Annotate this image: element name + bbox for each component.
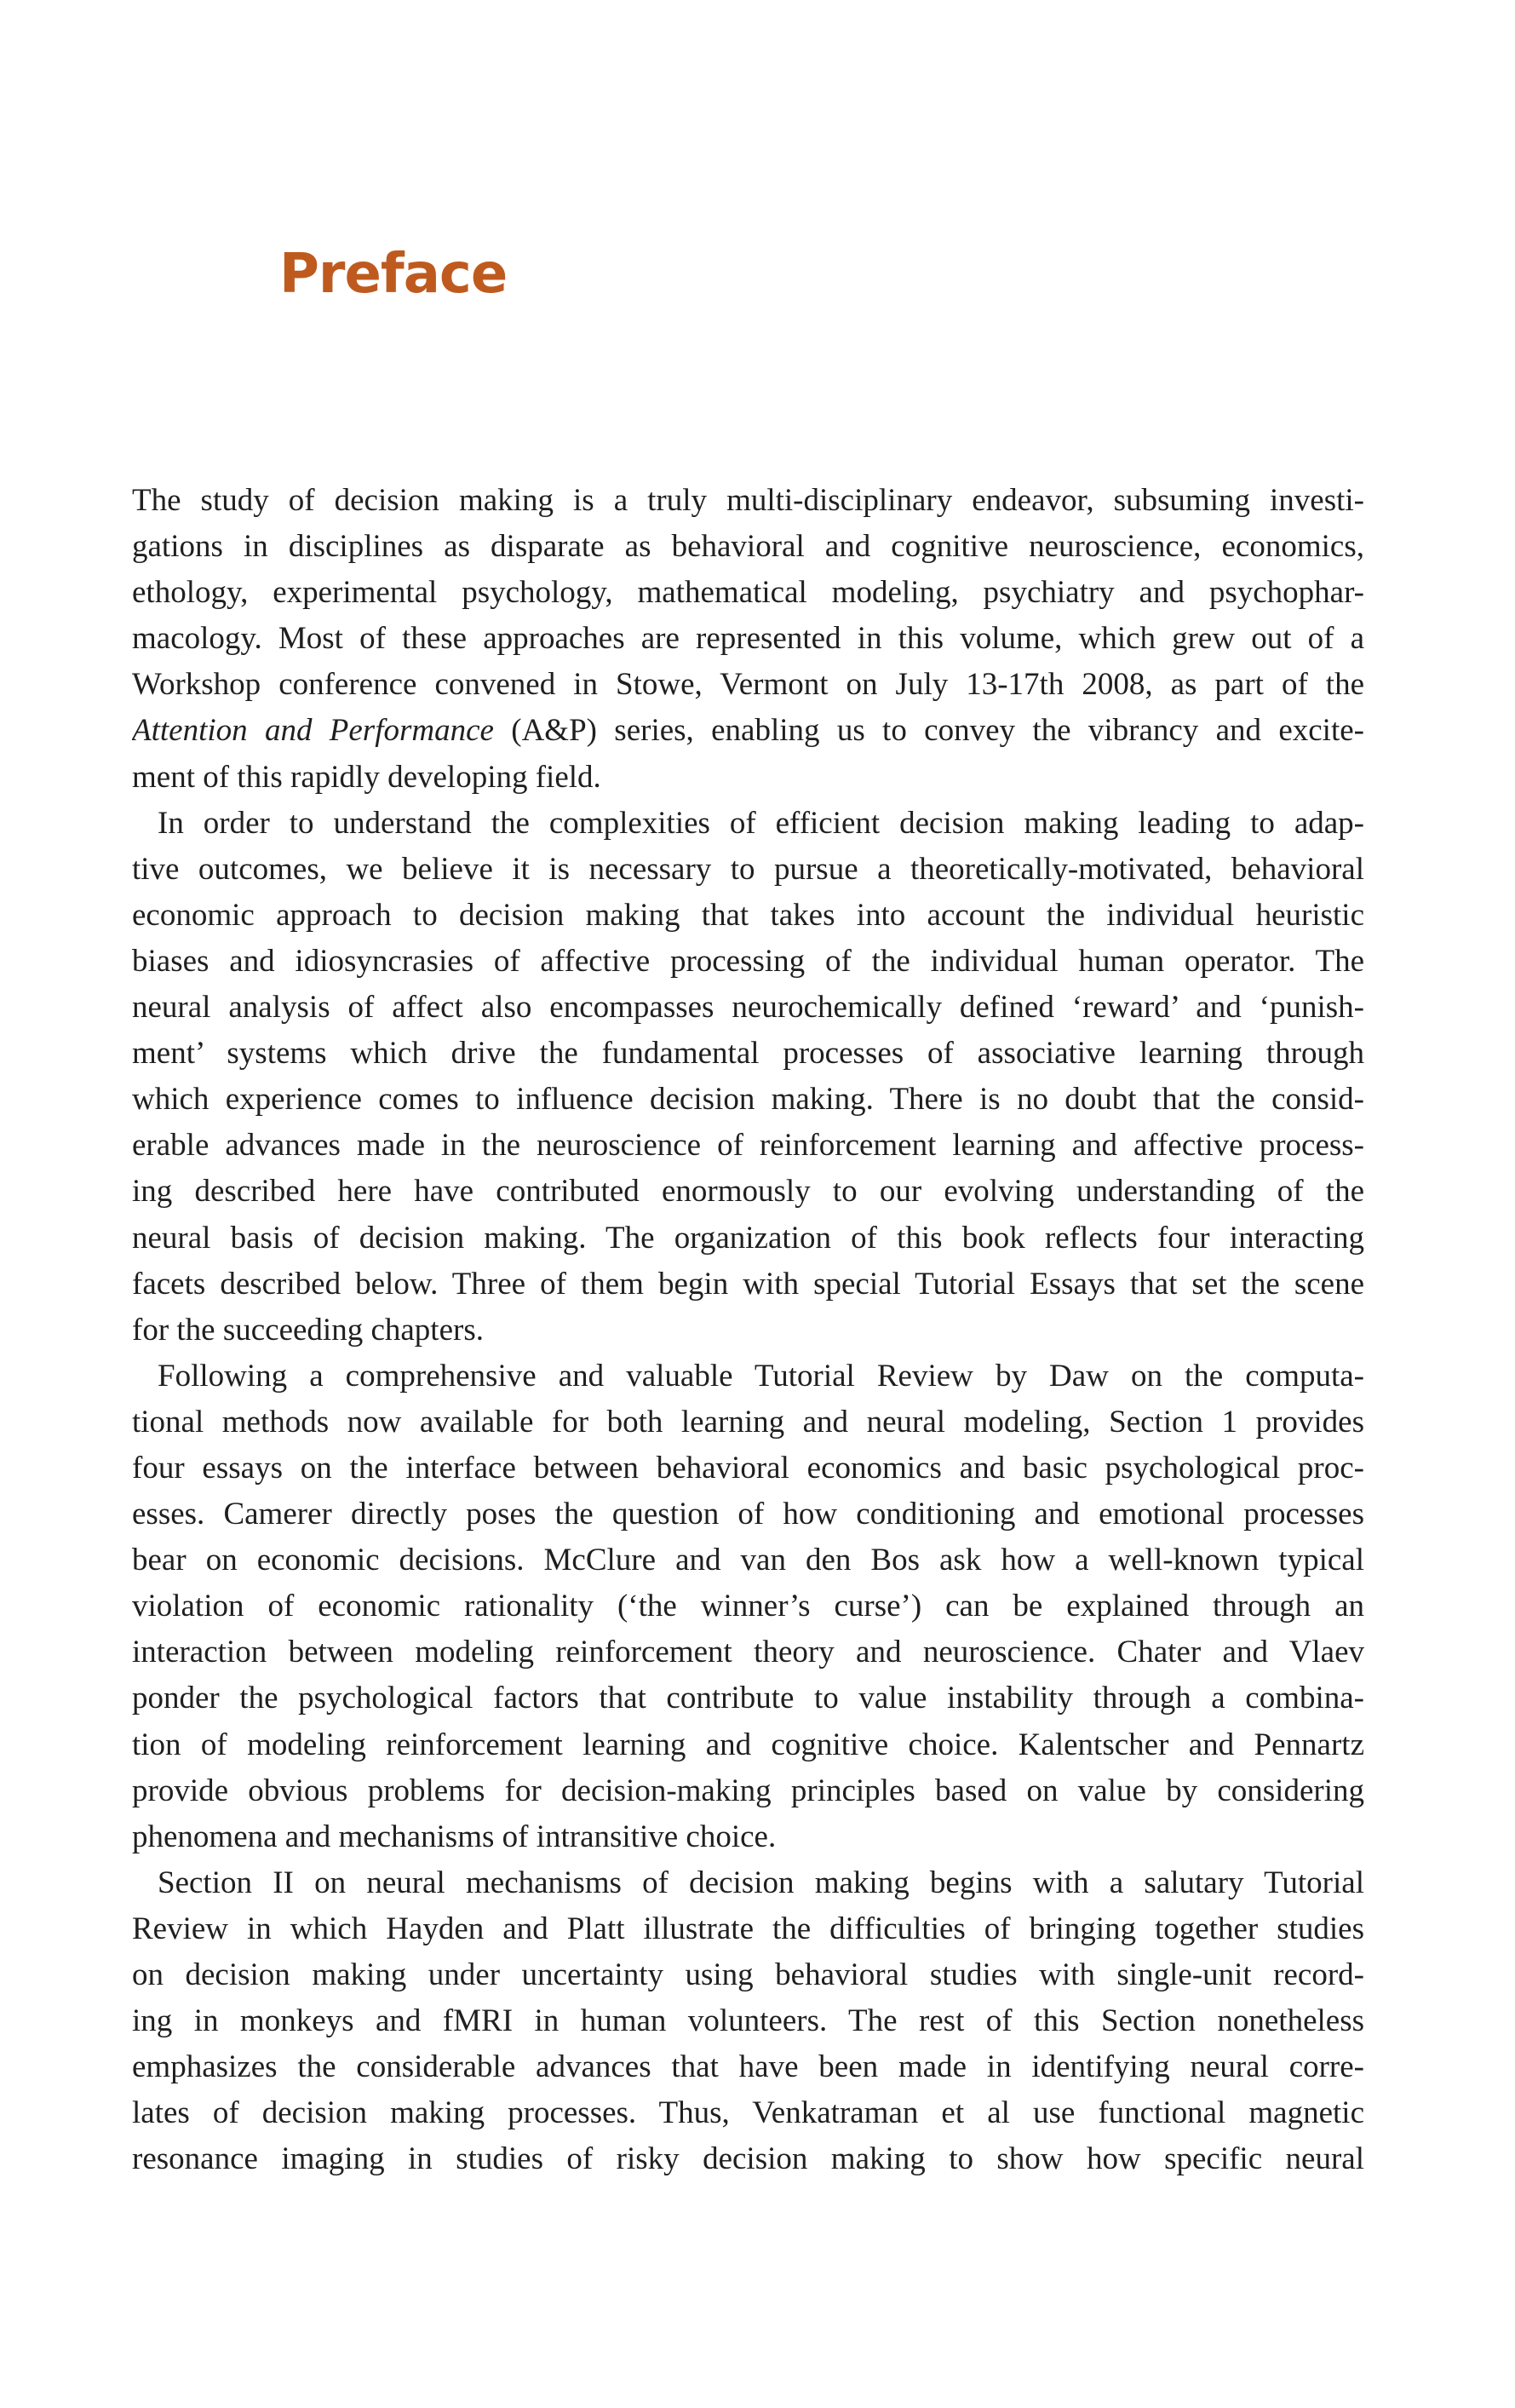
- text-line: [132, 1583, 1364, 1629]
- line-text: provide obvious problems for decision-making principles based on value by considering: [132, 1773, 1364, 1808]
- paragraph: [132, 801, 1364, 1353]
- line-text: biases and idiosyncrasies of affective processing of the individual human operator. The: [132, 943, 1364, 979]
- text-line: [132, 478, 1364, 524]
- line-text: (A&P) series, enabling us to convey the vibrancy and excite-: [493, 713, 1364, 749]
- text-line: [132, 1031, 1364, 1077]
- chapter-title: Preface: [279, 243, 508, 306]
- text-line: [132, 524, 1364, 570]
- line-text: erable advances made in the neuroscience of reinforcement learning and affective process-: [132, 1128, 1364, 1164]
- text-line: [132, 616, 1364, 662]
- text-line: [132, 1445, 1364, 1491]
- line-text: The study of decision making is a truly multi-disciplinary endeavor, subsuming investi-: [132, 483, 1364, 518]
- text-line: [132, 1353, 1364, 1399]
- line-text: economic approach to decision making that takes into account the individual heuristic: [132, 897, 1364, 933]
- line-text: phenomena and mechanisms of intransitive choice.: [132, 1819, 777, 1854]
- line-text: neural basis of decision making. The organization of this book reflects four interacting: [132, 1220, 1364, 1256]
- text-line: [132, 1123, 1364, 1169]
- line-text: In order to understand the complexities of efficient decision making leading to adap-: [158, 805, 1364, 841]
- text-line: [132, 939, 1364, 985]
- line-text: ponder the psychological factors that contribute to value instability through a combina-: [132, 1681, 1364, 1716]
- line-text: gations in disciplines as disparate as behavioral and cognitive neuroscience, economics,: [132, 529, 1364, 565]
- text-line: [132, 1906, 1364, 1952]
- paragraph: [132, 1860, 1364, 2183]
- text-line: [132, 801, 1364, 847]
- text-line: [132, 847, 1364, 893]
- text-line: [132, 1860, 1364, 1906]
- line-text: bear on economic decisions. McClure and van den Bos ask how a well-known typical: [132, 1543, 1364, 1578]
- line-text: tion of modeling reinforcement learning and cognitive choice. Kalentscher and Pennartz: [132, 1727, 1364, 1762]
- text-line: [132, 708, 1364, 754]
- body-text: [132, 478, 1364, 2182]
- text-line: [132, 2136, 1364, 2182]
- text-line: [132, 1675, 1364, 1721]
- line-text: macology. Most of these approaches are represented in this volume, which grew out of a: [132, 621, 1364, 657]
- line-text: four essays on the interface between behavioral economics and basic psychological proc-: [132, 1450, 1364, 1486]
- line-text: ment of this rapidly developing field.: [132, 759, 601, 795]
- line-text: Review in which Hayden and Platt illustrate the difficulties of bringing together studies: [132, 1911, 1364, 1946]
- text-line: [132, 1491, 1364, 1537]
- text-line: [132, 893, 1364, 939]
- line-text: ing in monkeys and fMRI in human volunteers. The rest of this Section nonetheless: [132, 2003, 1364, 2039]
- text-line: [132, 2044, 1364, 2090]
- text-line: [132, 1169, 1364, 1215]
- text-line: [132, 1261, 1364, 1307]
- line-text: Following a comprehensive and valuable Tutorial Review by Daw on the computa-: [158, 1358, 1364, 1394]
- line-text: Section II on neural mechanisms of decision making begins with a salutary Tutorial: [158, 1865, 1364, 1900]
- line-text: which experience comes to influence decision making. There is no doubt that the consid-: [132, 1082, 1364, 1118]
- line-text: tional methods now available for both learning and neural modeling, Section 1 provides: [132, 1404, 1364, 1440]
- line-text: Workshop conference convened in Stowe, Vermont on July 13-17th 2008, as part of the: [132, 667, 1364, 703]
- paragraph: [132, 478, 1364, 801]
- text-line: [132, 1952, 1364, 1998]
- line-text: facets described below. Three of them begin with special Tutorial Essays that set the scene: [132, 1266, 1364, 1302]
- text-line: [132, 570, 1364, 616]
- line-text: lates of decision making processes. Thus, Venkatraman et al use functional magnetic: [132, 2095, 1364, 2131]
- line-text: neural analysis of affect also encompasses neurochemically defined ‘reward’ and ‘punish-: [132, 990, 1364, 1026]
- text-line: [132, 1077, 1364, 1123]
- line-text: violation of economic rationality (‘the winner’s curse’) can be explained through an: [132, 1589, 1364, 1624]
- line-text: tive outcomes, we believe it is necessary to pursue a theoretically-motivated, behavioral: [132, 851, 1364, 887]
- line-text: interaction between modeling reinforcement theory and neuroscience. Chater and Vlaev: [132, 1635, 1364, 1670]
- text-line: [132, 662, 1364, 708]
- text-line: [132, 1814, 1364, 1860]
- line-text: resonance imaging in studies of risky decision making to show how specific neural: [132, 2141, 1364, 2177]
- text-line: [132, 1768, 1364, 1814]
- line-text: ment’ systems which drive the fundamental processes of associative learning through: [132, 1036, 1364, 1072]
- text-line: [132, 985, 1364, 1031]
- line-text: for the succeeding chapters.: [132, 1312, 484, 1348]
- text-line: [132, 1998, 1364, 2044]
- text-line: [132, 1629, 1364, 1675]
- text-line: [132, 1399, 1364, 1445]
- text-line: [132, 1722, 1364, 1768]
- text-line: [132, 1537, 1364, 1583]
- text-line: [132, 1307, 1364, 1353]
- italic-series-title: Attention and Performance: [132, 713, 494, 749]
- line-text: ethology, experimental psychology, mathematical modeling, psychiatry and psychophar-: [132, 575, 1364, 611]
- text-line: [132, 2090, 1364, 2136]
- line-text: on decision making under uncertainty using behavioral studies with single-unit record-: [132, 1957, 1364, 1992]
- text-line: [132, 755, 1364, 801]
- text-line: [132, 1215, 1364, 1261]
- paragraph: [132, 1353, 1364, 1860]
- line-text: ing described here have contributed enormously to our evolving understanding of the: [132, 1174, 1364, 1210]
- line-text: emphasizes the considerable advances that have been made in identifying neural corre-: [132, 2049, 1364, 2085]
- line-text: esses. Camerer directly poses the question of how conditioning and emotional processes: [132, 1497, 1364, 1532]
